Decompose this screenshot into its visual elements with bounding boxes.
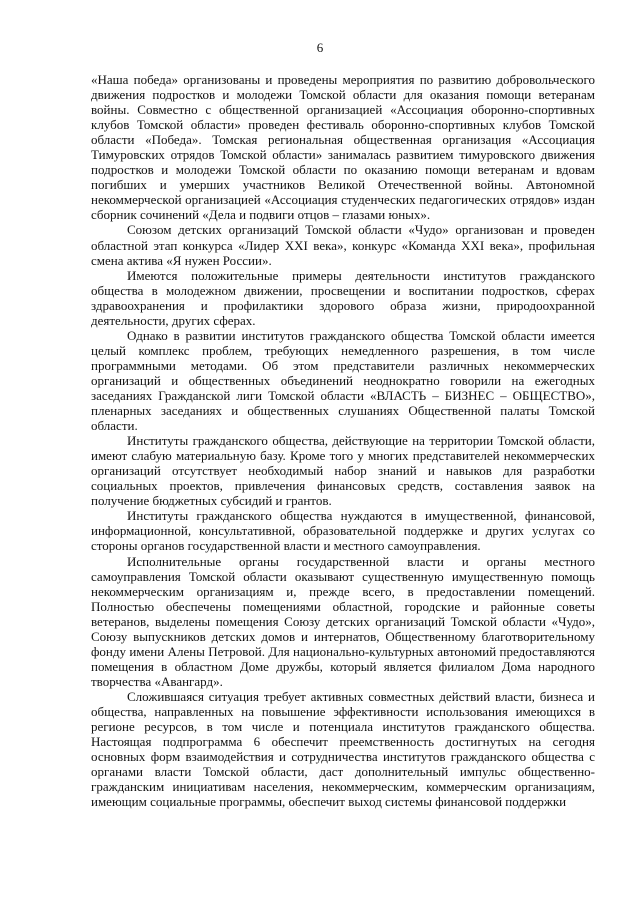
body-text	[91, 72, 595, 809]
paragraph-material-base: Институты гражданского общества, действующие на территории Томской области, имеют слабую материальную базу. Кроме того у многих представителей некоммерческих организаций отсутствует необходимый набор знаний и навыков для разработки социальных проектов, привлечения финансовых средств, составления заявок на получение бюджетных субсидий и грантов.	[91, 433, 595, 509]
paragraph-subprogram-6: Сложившаяся ситуация требует активных совместных действий власти, бизнеса и общества, направленных на повышение эффективности использования имеющихся в регионе ресурсов, в том числе и потенциала институтов гражданского общества. Настоящая подпрограмма 6 обеспечит преемственность достигнутых на сегодня основных форм взаимодействия и сотрудничества институтов гражданского общества с органами власти Томской области, даст дополнительный импульс общественно-гражданским инициативам населения, некоммерческим, коммерческим организациям, имеющим социальные программы, обеспечит выход системы финансовой поддержки	[91, 688, 595, 810]
paragraph-problems: Однако в развитии институтов гражданского общества Томской области имеется целый комплекс проблем, требующих немедленного разрешения, в том числе программными методами. Об этом представители различных некоммерческих организаций и общественных объединений неоднократно говорили на ежегодных заседаниях Гражданской лиги Томской области «ВЛАСТЬ – БИЗНЕС – ОБЩЕСТВО», пленарных заседаниях и общественных слушаниях Общественной палаты Томской области.	[91, 327, 595, 434]
paragraph-support-needs: Институты гражданского общества нуждаются в имущественной, финансовой, информационной, консультативной, образовательной поддержке и других услугах со стороны органов государственной власти и местного самоуправления.	[91, 508, 595, 554]
paragraph-property-assistance: Исполнительные органы государственной власти и органы местного самоуправления Томской области оказывают существенную имущественную помощь некоммерческим организациям и, прежде всего, в предоставлении помещений. Полностью обеспечены помещениями областной, городские и районные советы ветеранов, выделены помещения Союзу детских организаций Томской области «Чудо», Союзу выпускников детских домов и интернатов, Общественному благотворительному фонду имени Алены Петровой. Для национально-культурных автономий предоставляются помещения в областном Доме дружбы, который является филиалом Дома народного творчества «Авангард».	[91, 553, 595, 689]
paragraph-soyuz-chudo: Союзом детских организаций Томской области «Чудо» организован и проведен областной этап конкурса «Лидер XXI века», конкурс «Команда XXI века», профильная смена актива «Я нужен России».	[91, 222, 595, 268]
paragraph-positive-examples: Имеются положительные примеры деятельности институтов гражданского общества в молодежном движении, просвещении и воспитании подростков, сферах здравоохранения и профилактики здорового образа жизни, природоохранной деятельности, других сферах.	[91, 267, 595, 328]
paragraph-nasha-pobeda: «Наша победа» организованы и проведены мероприятия по развитию добровольческого движения подростков и молодежи Томской области для оказания помощи ветеранам войны. Совместно с общественной организацией «Ассоциация оборонно-спортивных клубов Томской области» проведен фестиваль оборонно-спортивных клубов Томской области «Победа». Томская региональная общественная организация «Ассоциация Тимуровских отрядов Томской области» занималась развитием тимуровского движения подростков и молодежи Томской области по оказанию помощи ветеранам и вдовам погибших и умерших участников Великой Отечественной войны. Автономной некоммерческой организацией «Ассоциация студенческих педагогических отрядов» издан сборник сочинений «Дела и подвиги отцов – глазами юных».	[91, 72, 595, 223]
page-number: 6	[316, 40, 324, 55]
